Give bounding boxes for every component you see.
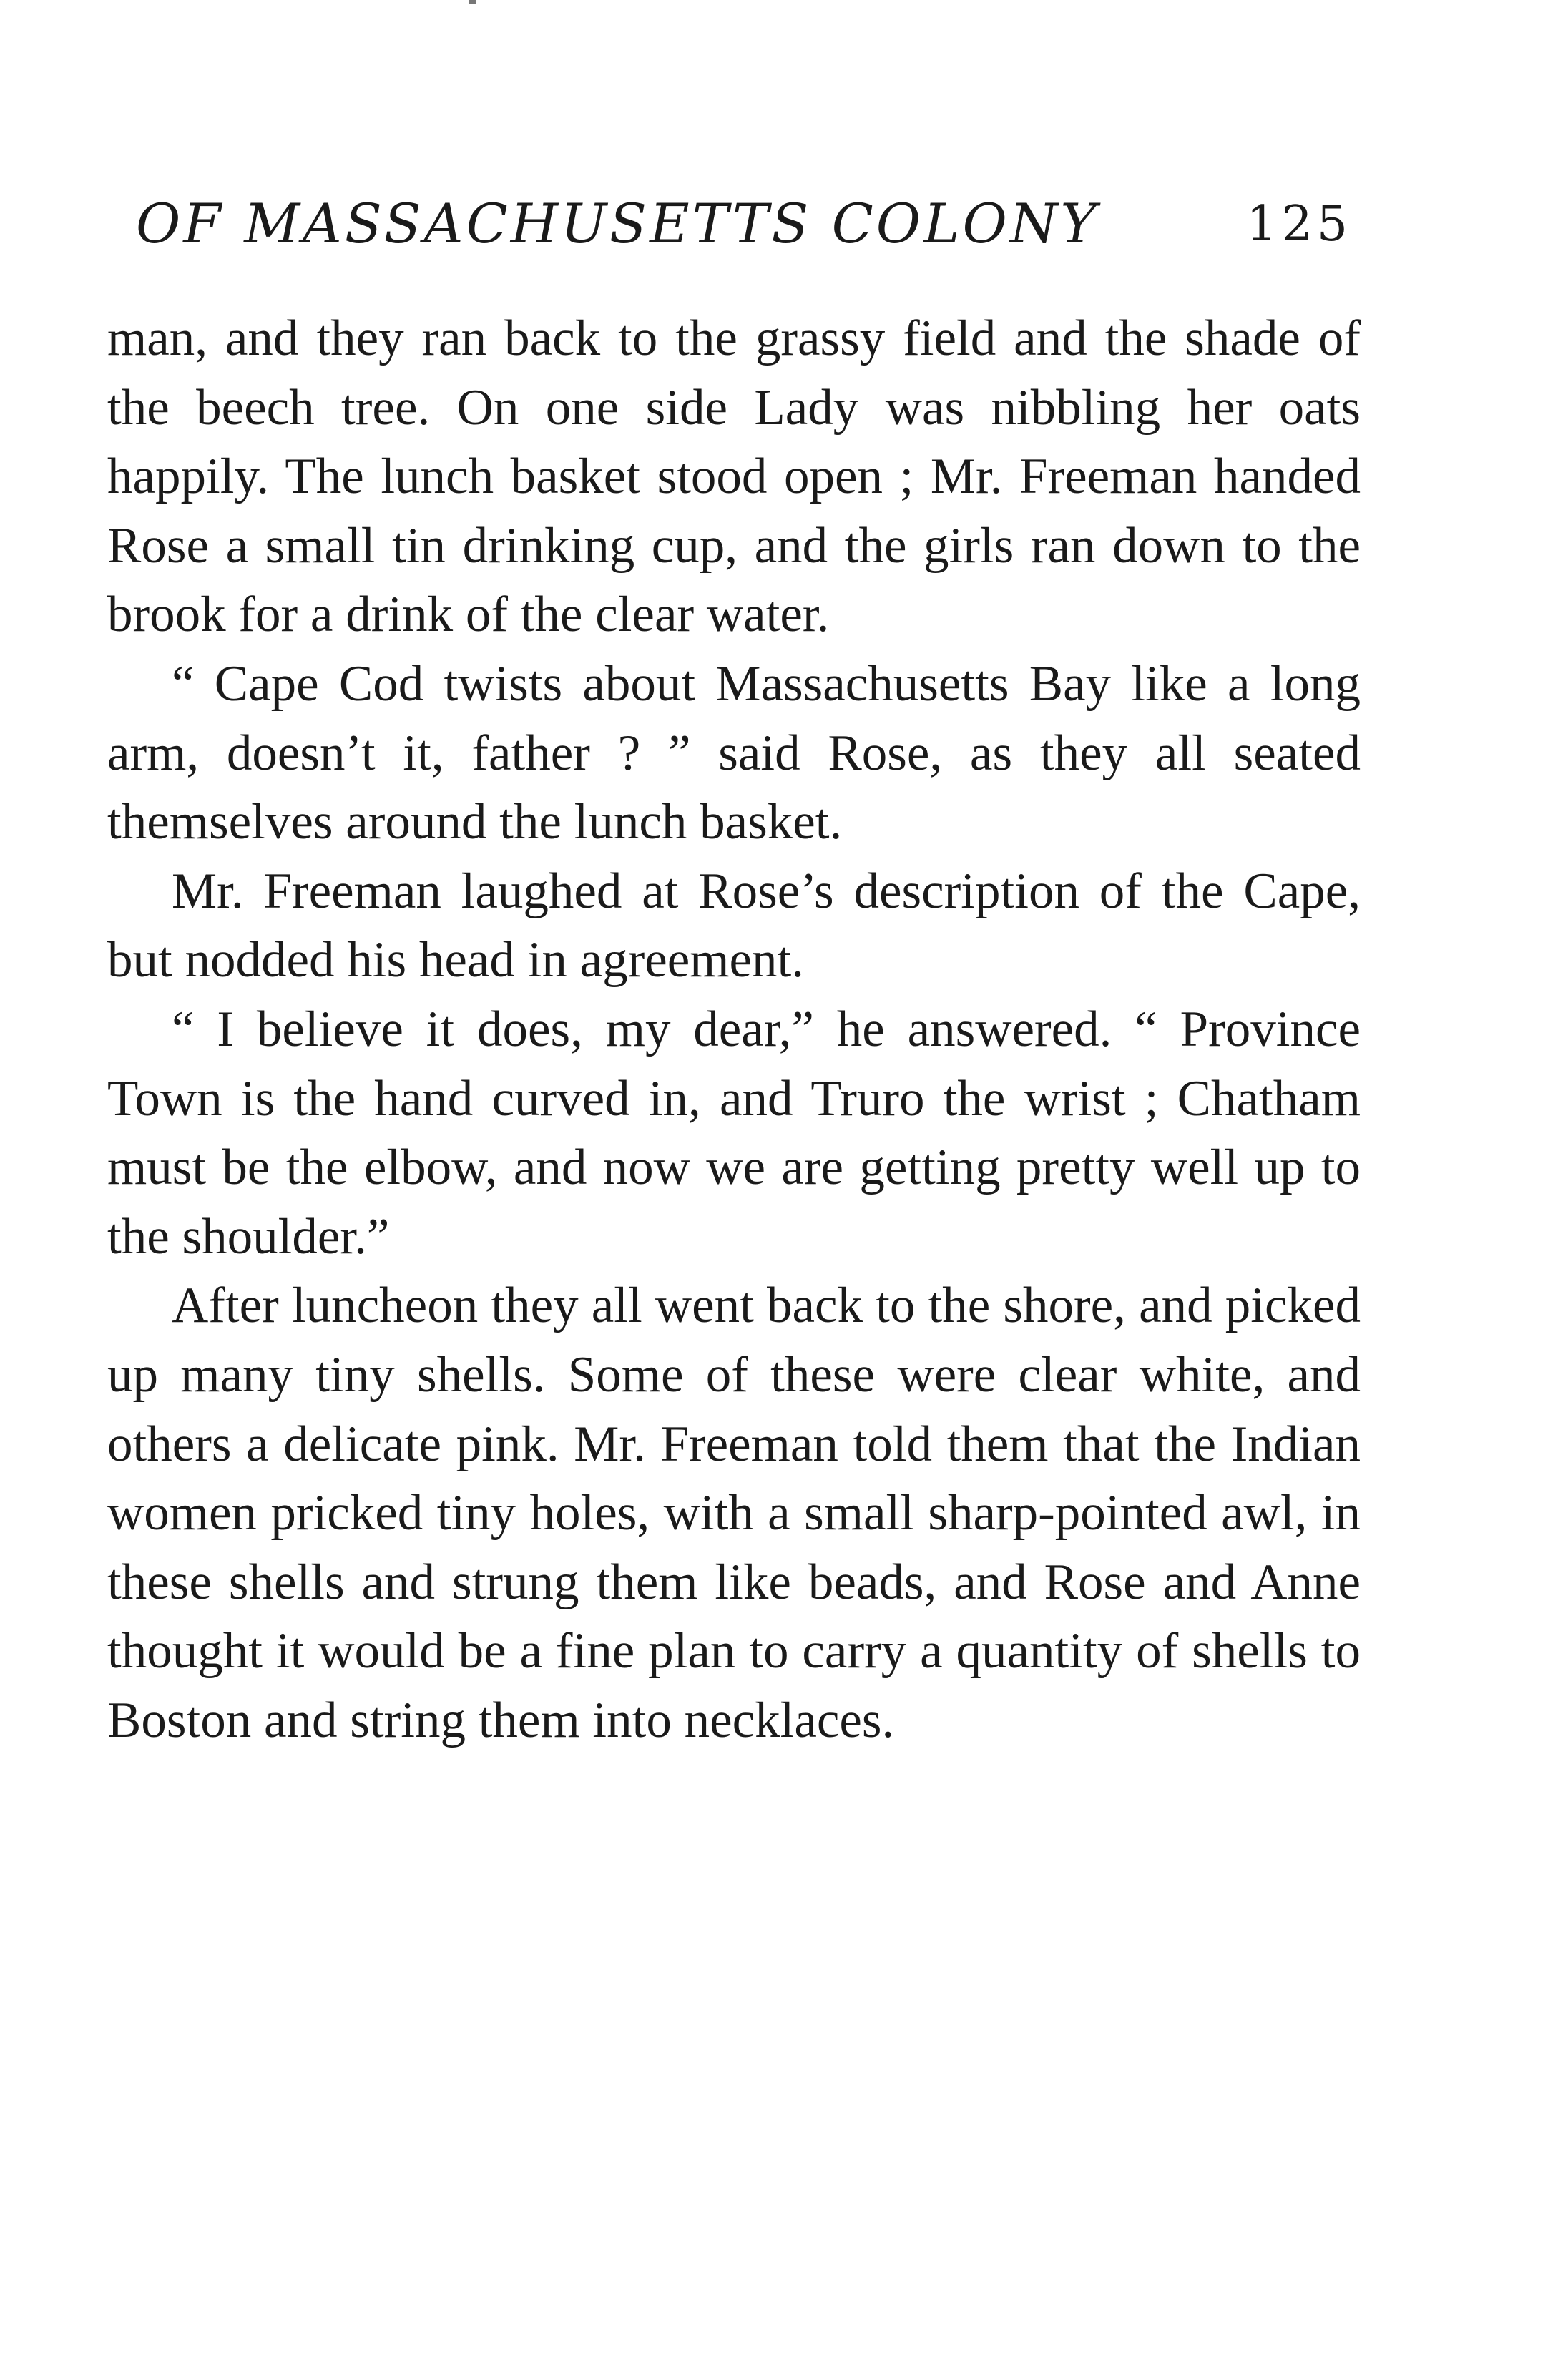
paragraph-5: After luncheon they all went back to the shore, and picked up many tiny shells. Some of these were clear white, and others a delicate pink. Mr. Freeman told them that the Indian women pricked tiny holes, with a small sharp-pointed awl, in these shells and strung them like beads, and Rose and Anne thought it would be a fine plan to carry a quantity of shells to Boston and string them into necklaces. [107,1278,1361,1748]
paragraph-3: Mr. Freeman laughed at Rose’s description of the Cape, but nodded his head in agreement. [107,863,1361,989]
paragraph-1: man, and they ran back to the grassy field and the shade of the beech tree. On one side Lady was nibbling her oats happily. The lunch basket stood open ; Mr. Freeman handed Rose a small tin drinking cup, and the girls ran down to the brook for a drink of the clear water. [107,310,1361,643]
page-number: 125 [1246,196,1352,253]
paragraph-4: “ I believe it does, my dear,” he answered. “ Province Town is the hand curved in, and Truro the wrist ; Chatham must be the elbow, and now we are getting pretty well up to the shoulder.” [107,1001,1361,1265]
paragraph-2: “ Cape Cod twists about Massachusetts Bay like a long arm, doesn’t it, father ? ” said Rose, as they all seated themselves around the lunch basket. [107,655,1361,851]
print-speck [469,0,476,4]
running-header [136,192,1352,278]
running-title: OF MASSACHUSETTS COLONY [136,192,1099,255]
body-text [107,304,1361,1755]
